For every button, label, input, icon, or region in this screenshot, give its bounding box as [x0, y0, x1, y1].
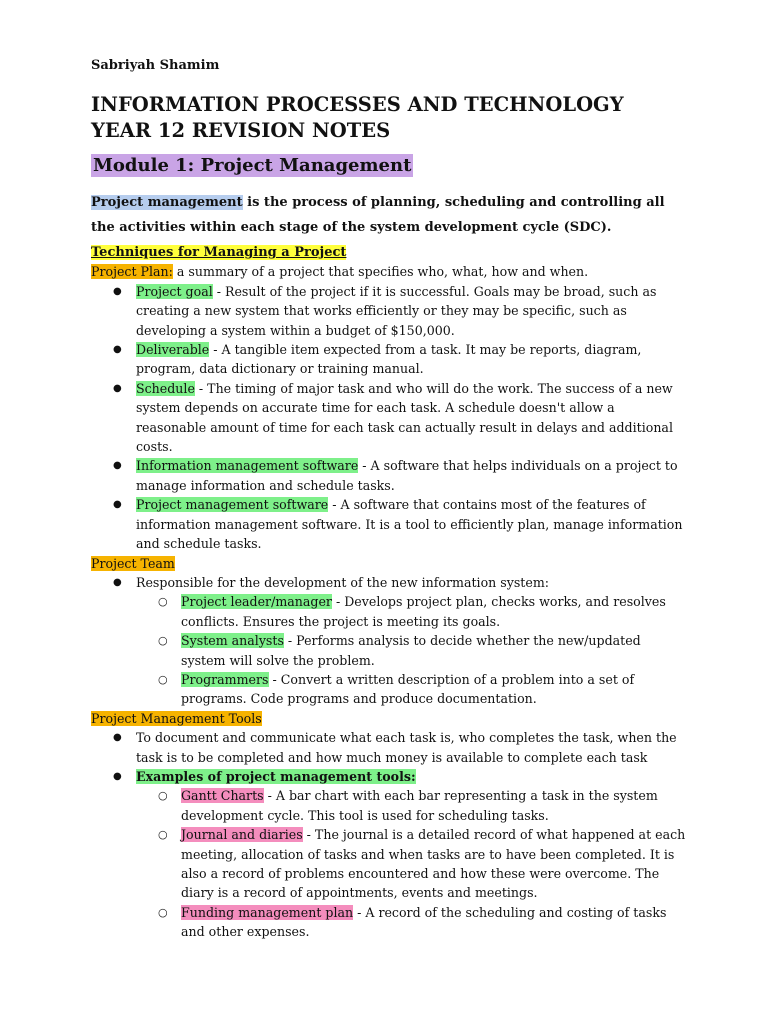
list-item: [91, 340, 688, 379]
list-item-term: Funding management plan: [181, 904, 354, 920]
project-team-roles: [91, 592, 688, 708]
list-item-text: - The timing of major task and who will do the work. The success of a new system depends on accurate time for each task. A schedule doesn't allow a reasonable amount of time for each task can actually result in delays and additional costs.: [136, 380, 673, 455]
project-team-line: [91, 554, 688, 573]
document-subtitle: YEAR 12 REVISION NOTES: [91, 119, 391, 143]
list-item-text: - The journal is a detailed record of what happened at each meeting, allocation of tasks and when tasks are to have been completed. It is also a record of problems encountered and how these were overcome. The diary is a record of appointments, events and meetings.: [181, 827, 686, 901]
list-item: [91, 825, 688, 903]
list-item-term: Journal and diaries: [181, 827, 303, 843]
list-item: [91, 573, 688, 709]
project-plan-text: a summary of a project that specifies who, what, how and when.: [172, 264, 589, 280]
list-item: [91, 282, 688, 340]
list-item: [91, 456, 688, 495]
list-item: [91, 631, 688, 670]
list-item-text: - A bar chart with each bar representing a task in the system development cycle. This tool is used for scheduling tasks.: [181, 788, 658, 823]
list-item-term: Project goal: [136, 283, 213, 299]
project-plan-list: [91, 282, 688, 554]
intro-paragraph: [91, 190, 688, 240]
project-team-intro: Responsible for the development of the new information system:: [136, 574, 550, 590]
list-item-text: - Develops project plan, checks works, and resolves conflicts. Ensures the project is meeting its goals.: [181, 594, 666, 629]
list-item-term: Schedule: [136, 380, 195, 396]
list-item-term: Information management software: [136, 458, 359, 474]
list-item-term: Programmers: [181, 671, 269, 687]
list-item: [91, 495, 688, 553]
list-item-term: Project leader/manager: [181, 594, 332, 610]
module-heading: Module 1: Project Management: [93, 155, 412, 177]
tools-examples-label: Examples of project management tools:: [136, 768, 416, 784]
list-item-text: - A software that contains most of the features of information management software. It is a tool to efficiently plan, manage information and schedule tasks.: [136, 497, 683, 552]
tools-line: [91, 709, 688, 728]
list-item-term: Deliverable: [136, 342, 210, 358]
project-team-list: [91, 573, 688, 709]
list-item-term: Gantt Charts: [181, 788, 264, 804]
intro-text: is the process of planning, scheduling and controlling all the activities within each stage of the system development cycle (SDC).: [91, 195, 665, 236]
project-plan-line: [91, 262, 688, 281]
list-item-text: - Convert a written description of a problem into a set of programs. Code programs and produce documentation.: [181, 671, 635, 707]
list-item-term: Project management software: [136, 497, 329, 513]
list-item: [91, 728, 688, 767]
list-item-text: - A software that helps individuals on a project to manage information and schedule tasks.: [136, 458, 678, 493]
tools-label: Project Management Tools: [91, 710, 262, 726]
author-name: Sabriyah Shamim: [91, 58, 220, 73]
project-plan-label: Project Plan:: [91, 264, 173, 280]
list-item: [91, 903, 688, 942]
document-title: INFORMATION PROCESSES AND TECHNOLOGY: [91, 93, 624, 117]
list-item-text: - A tangible item expected from a task. It may be reports, diagram, program, data dictionary or training manual.: [136, 342, 642, 377]
tools-list: [91, 728, 688, 941]
techniques-heading: Techniques for Managing a Project: [91, 245, 347, 261]
tools-intro: To document and communicate what each task is, who completes the task, when the task is to be completed and how much money is available to complete each task: [136, 730, 677, 765]
list-item-text: - A record of the scheduling and costing of tasks and other expenses.: [181, 904, 667, 940]
list-item-text: - Performs analysis to decide whether the new/updated system will solve the problem.: [181, 633, 641, 668]
intro-term: Project management: [91, 195, 243, 211]
list-item: [91, 767, 688, 942]
list-item-term: System analysts: [181, 633, 284, 649]
list-item: [91, 786, 688, 825]
list-item: [91, 592, 688, 631]
list-item: [91, 670, 688, 709]
list-item-text: - Result of the project if it is successful. Goals may be broad, such as creating a new system that works efficiently or they may be specific, such as developing a system within a budget of $150,000.: [136, 283, 657, 338]
tools-examples: [91, 786, 688, 941]
project-team-label: Project Team: [91, 555, 175, 571]
list-item: [91, 379, 688, 457]
